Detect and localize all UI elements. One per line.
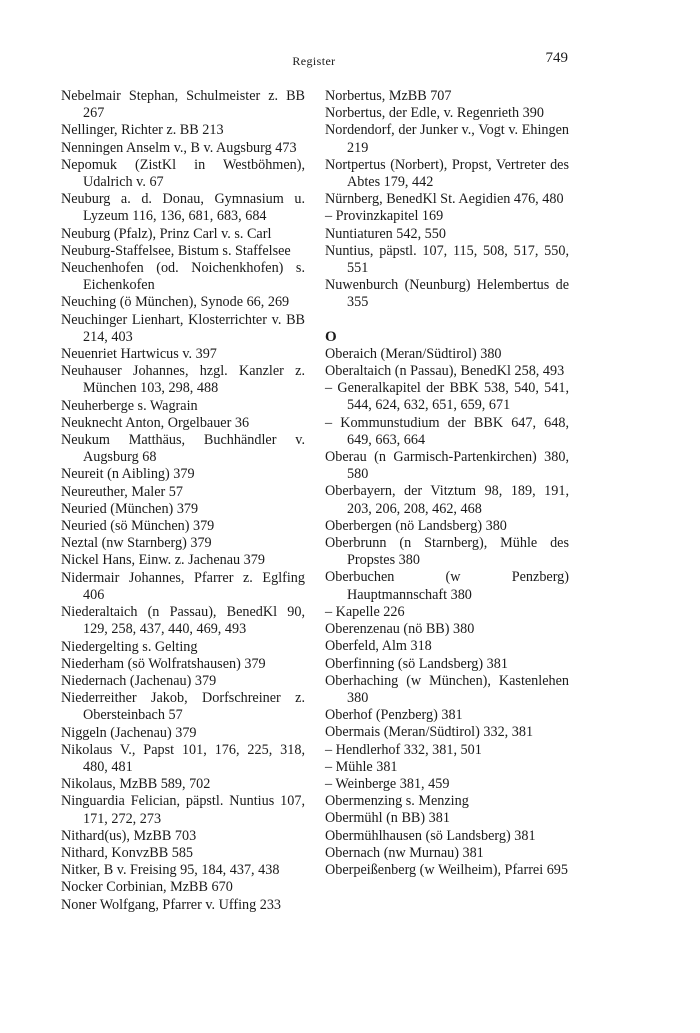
index-entry: Niederreither Jakob, Dorfschreiner z. Obersteinbach 57 [61, 690, 305, 724]
index-entry: Niedergelting s. Gelting [61, 638, 198, 655]
index-entry: Neztal (nw Starnberg) 379 [61, 535, 212, 552]
index-entry: Nenningen Anselm v., B v. Augsburg 473 [61, 139, 297, 156]
running-head: Register [292, 54, 336, 68]
index-entry: Obermühlhausen (sö Landsberg) 381 [325, 827, 536, 844]
index-entry: Nebelmair Stephan, Schulmeister z. BB 267 [61, 88, 305, 122]
index-entry: Nuwenburch (Neunburg) Helembertus de 355 [325, 277, 569, 311]
index-entry: Neuknecht Anton, Orgelbauer 36 [61, 414, 250, 431]
index-entry: Nürnberg, BenedKl St. Aegidien 476, 480 [325, 191, 564, 208]
index-entry: Oberfinning (sö Landsberg) 381 [325, 655, 508, 672]
index-entry: Niederham (sö Wolfratshausen) 379 [61, 655, 266, 672]
index-entry: Neuhauser Johannes, hzgl. Kanzler z. München 103, 298, 488 [61, 363, 305, 397]
index-entry: Neuried (sö München) 379 [61, 518, 215, 535]
index-subentry: – Kommunstudium der BBK 647, 648, 649, 663, 664 [325, 414, 569, 448]
index-entry: Neureuther, Maler 57 [61, 483, 183, 500]
index-entry: Nortpertus (Norbert), Propst, Vertreter des Abtes 179, 442 [325, 156, 569, 191]
index-entry: Nocker Corbinian, MzBB 670 [61, 879, 233, 896]
index-entry: Ninguardia Felician, päpstl. Nuntius 107, 171, 272, 273 [61, 793, 305, 827]
index-entry: Nordendorf, der Junker v., Vogt v. Ehingen 219 [325, 122, 569, 156]
index-entry: Niedernach (Jachenau) 379 [61, 672, 217, 689]
index-entry: Oberhaching (w München), Kastenlehen 380 [325, 672, 569, 706]
index-entry: Nuntius, päpstl. 107, 115, 508, 517, 550, 551 [325, 242, 569, 277]
index-entry: Neuried (München) 379 [61, 500, 199, 517]
index-subentry: – Mühle 381 [325, 758, 398, 775]
index-entry: Neuchinger Lienhart, Klosterrichter v. BB 214, 403 [61, 311, 305, 345]
index-entry: Obermühl (n BB) 381 [325, 810, 450, 827]
index-entry: Neuburg-Staffelsee, Bistum s. Staffelsee [61, 242, 291, 259]
index-entry: Norbertus, der Edle, v. Regenrieth 390 [325, 105, 544, 122]
index-entry: Oberaltaich (n Passau), BenedKl 258, 493 [325, 363, 565, 380]
index-entry: Neukum Matthäus, Buchhändler v. Augsburg 68 [61, 432, 305, 466]
index-entry: Neureit (n Aibling) 379 [61, 466, 195, 483]
index-entry: Oberaich (Meran/Südtirol) 380 [325, 345, 502, 362]
index-entry: Neuburg a. d. Donau, Gymnasium u. Lyzeum 116, 136, 681, 683, 684 [61, 191, 305, 225]
index-subentry: – Provinzkapitel 169 [325, 208, 444, 225]
index-entry: Oberbergen (nö Landsberg) 380 [325, 517, 507, 534]
index-entry: Nidermair Johannes, Pfarrer z. Eglfing 406 [61, 569, 305, 603]
index-entry: Nellinger, Richter z. BB 213 [61, 122, 224, 139]
index-entry: Neuenriet Hartwicus v. 397 [61, 346, 217, 363]
index-entry: Oberau (n Garmisch-Partenkirchen) 380, 580 [325, 449, 569, 483]
index-entry: Neuchenhofen (od. Noichenkhofen) s. Eichenkofen [61, 260, 305, 294]
index-entry: Obermais (Meran/Südtirol) 332, 381 [325, 724, 534, 741]
index-entry: Niederaltaich (n Passau), BenedKl 90, 129, 258, 437, 440, 469, 493 [61, 604, 305, 638]
index-entry: Oberpeißenberg (w Weilheim), Pfarrei 695 [325, 861, 568, 878]
index-entry: Nithard(us), MzBB 703 [61, 827, 197, 844]
index-entry: Neuherberge s. Wagrain [61, 397, 198, 414]
page-number: 749 [545, 50, 568, 66]
index-entry: Norbertus, MzBB 707 [325, 88, 452, 104]
index-entry: Nuntiaturen 542, 550 [325, 225, 446, 242]
index-entry: Nikolaus V., Papst 101, 176, 225, 318, 480, 481 [61, 741, 305, 775]
index-subentry: – Weinberge 381, 459 [325, 775, 450, 792]
index-column-left [61, 88, 305, 914]
index-entry: Obernach (nw Murnau) 381 [325, 844, 484, 861]
index-entry: Neuching (ö München), Synode 66, 269 [61, 294, 290, 311]
index-entry: Nithard, KonvzBB 585 [61, 844, 194, 861]
index-subentry: – Kapelle 226 [325, 603, 405, 620]
index-entry: Oberbayern, der Vitztum 98, 189, 191, 203, 206, 208, 462, 468 [325, 483, 569, 517]
index-entry: Oberbuchen (w Penzberg) Hauptmannschaft 380 [325, 569, 569, 603]
index-column-right [325, 88, 569, 879]
index-subentry: – Hendlerhof 332, 381, 501 [325, 741, 482, 758]
page-header [0, 50, 700, 74]
index-entry: Nitker, B v. Freising 95, 184, 437, 438 [61, 862, 280, 879]
index-entry: Oberenzenau (nö BB) 380 [325, 621, 475, 638]
index-entry: Oberhof (Penzberg) 381 [325, 707, 463, 724]
index-entry: Nikolaus, MzBB 589, 702 [61, 776, 211, 793]
index-entry: Neuburg (Pfalz), Prinz Carl v. s. Carl [61, 225, 272, 242]
index-entry: Nickel Hans, Einw. z. Jachenau 379 [61, 552, 265, 569]
index-entry: Niggeln (Jachenau) 379 [61, 724, 197, 741]
index-entry: Noner Wolfgang, Pfarrer v. Uffing 233 [61, 896, 282, 913]
index-entry: Obermenzing s. Menzing [325, 793, 469, 810]
index-entry: Oberfeld, Alm 318 [325, 638, 432, 655]
index-entry: Nepomuk (ZistKl in Westböhmen), Udalrich v. 67 [61, 156, 305, 191]
index-entry: Oberbrunn (n Starnberg), Mühle des Propstes 380 [325, 535, 569, 569]
section-letter-heading: O [325, 328, 337, 345]
index-subentry: – Generalkapitel der BBK 538, 540, 541, 544, 624, 632, 651, 659, 671 [325, 380, 569, 414]
